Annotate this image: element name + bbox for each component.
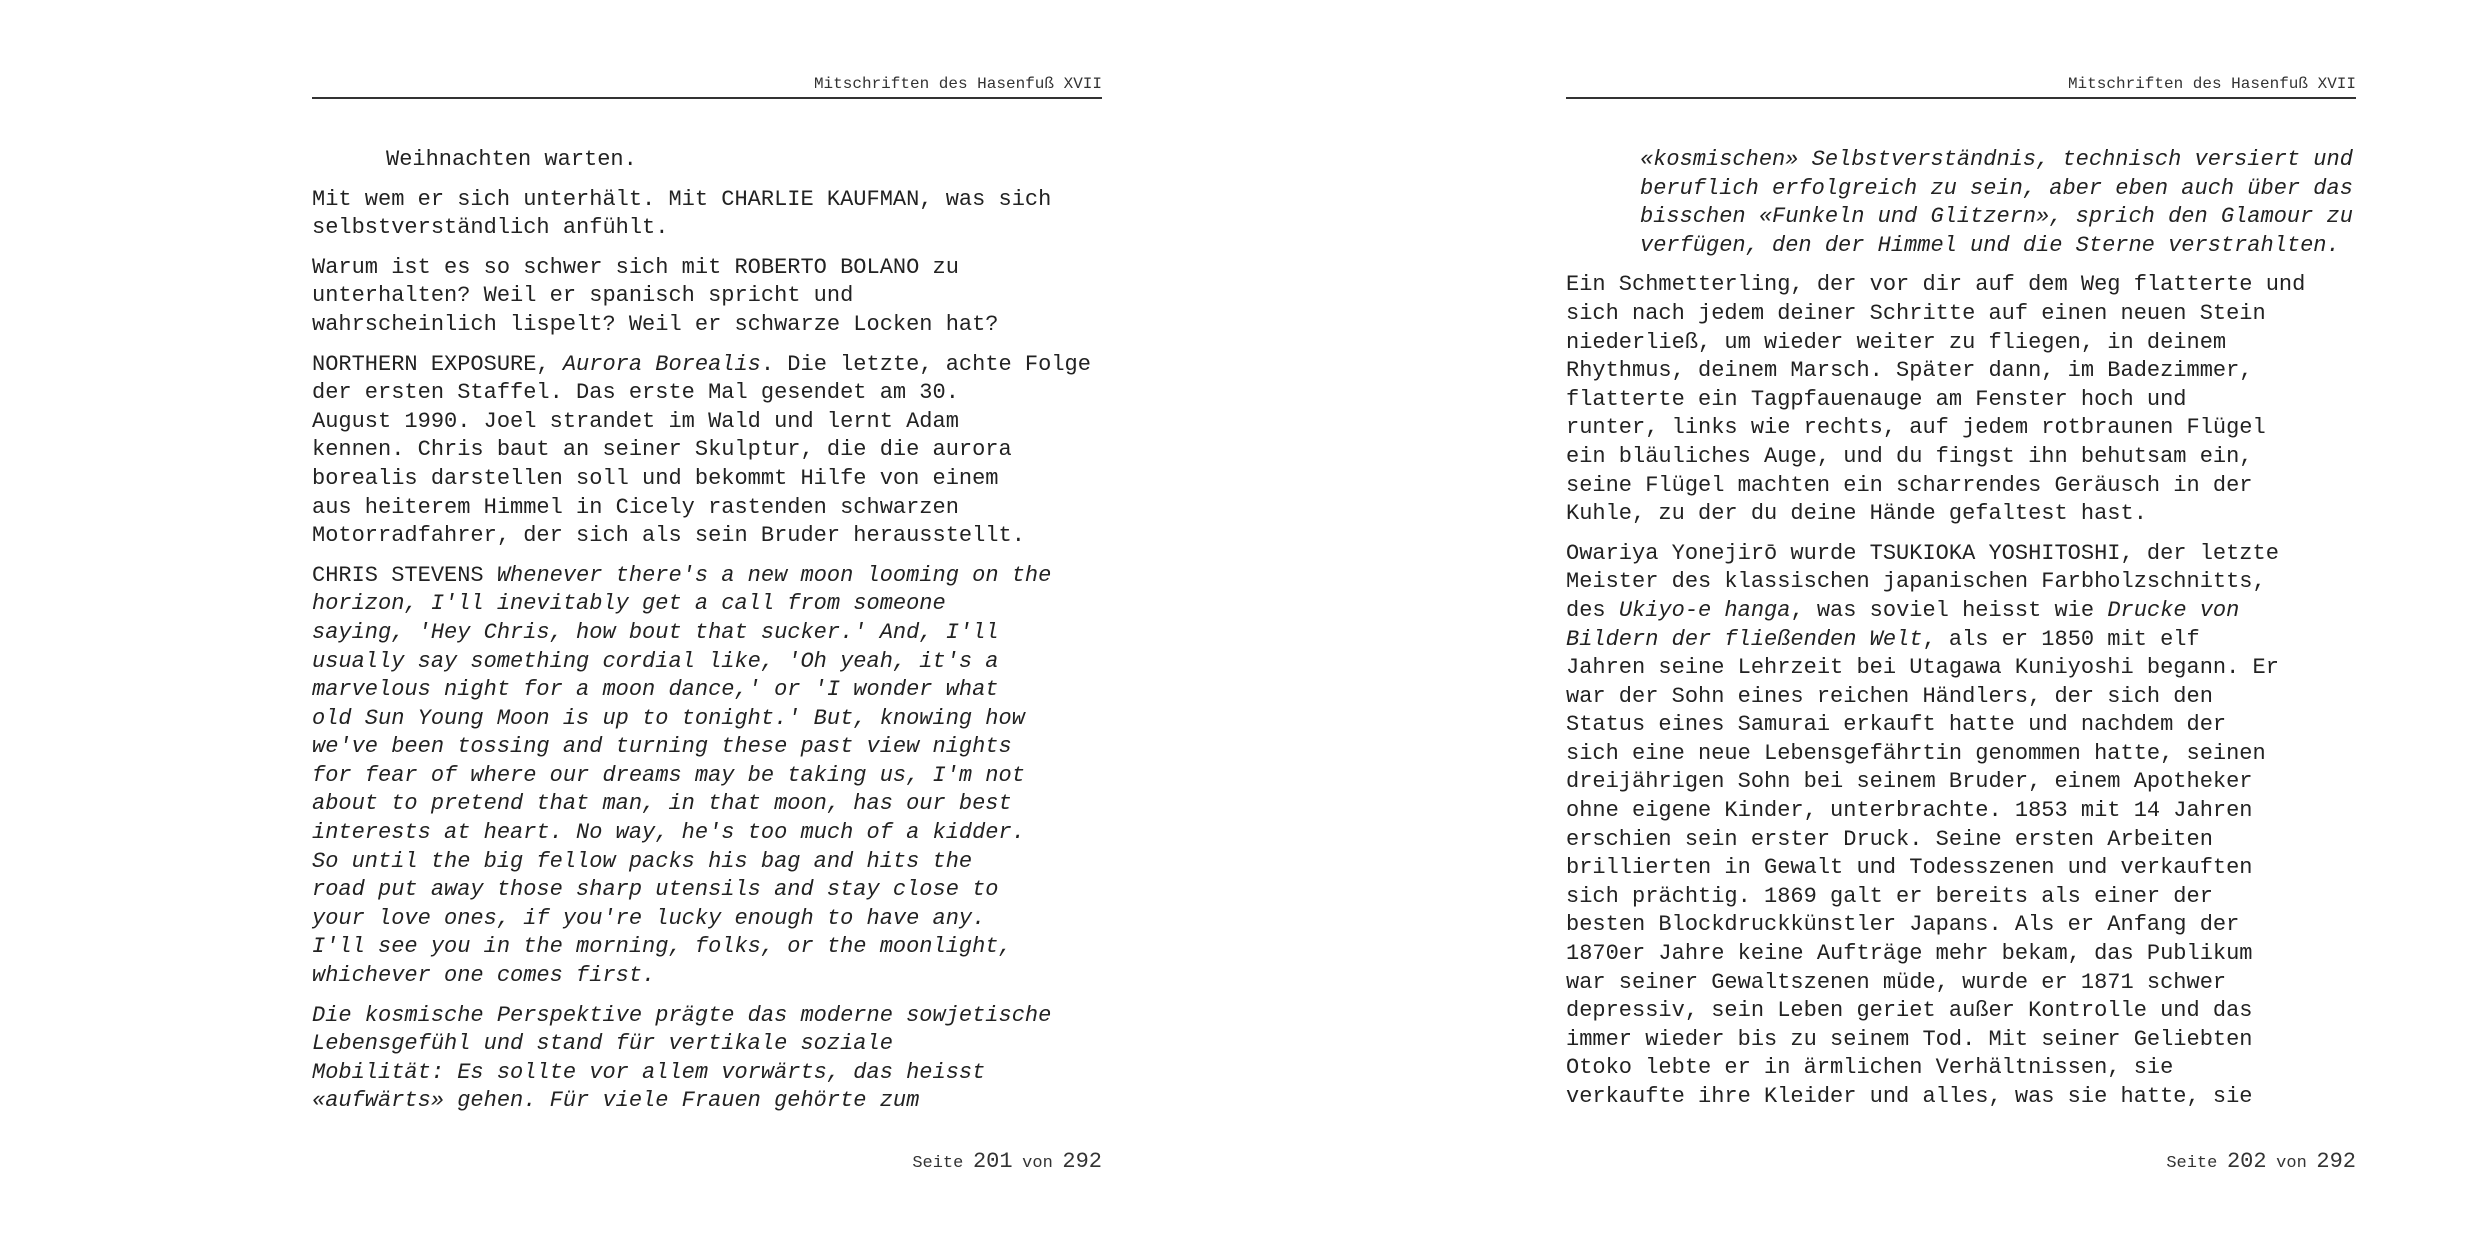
italic-text-run: bisschen «Funkeln und Glitzern», sprich den Glamour zu — [1640, 204, 2353, 230]
text-line — [312, 876, 1102, 905]
text-line — [312, 351, 1102, 380]
text-line — [1566, 654, 2356, 683]
text-run: ohne eigene Kinder, unterbrachte. 1853 mit 14 Jahren — [1566, 798, 2253, 824]
text-line — [1566, 414, 2356, 443]
text-run: Mit wem er sich unterhält. Mit CHARLIE KAUFMAN, was sich — [312, 186, 1052, 212]
italic-text-run: Mobilität: Es sollte vor allem vorwärts, das heisst — [312, 1059, 986, 1085]
italic-text-run: So until the big fellow packs his bag and hits the — [312, 848, 973, 874]
paragraph — [312, 146, 1102, 175]
paragraph — [312, 186, 1102, 243]
text-line — [312, 733, 1102, 762]
text-line — [1566, 443, 2356, 472]
text-line — [1566, 386, 2356, 415]
text-run: wahrscheinlich lispelt? Weil er schwarze Locken hat? — [312, 311, 999, 337]
paragraph — [312, 254, 1102, 340]
italic-text-run: old Sun Young Moon is up to tonight.' But, knowing how — [312, 705, 1025, 731]
text-run: aus heiterem Himmel in Cicely rastenden schwarzen — [312, 494, 959, 520]
text-line — [1566, 683, 2356, 712]
italic-text-run: «kosmischen» Selbstverständnis, technisch versiert und — [1640, 147, 2353, 172]
page-number: 202 — [2226, 1149, 2267, 1174]
text-line — [386, 146, 1102, 175]
italic-text-run: verfügen, den der Himmel und die Sterne verstrahlten. — [1640, 232, 2340, 258]
page-number: 201 — [972, 1149, 1013, 1174]
text-line — [312, 790, 1102, 819]
text-run: NORTHERN EXPOSURE, — [312, 351, 563, 377]
text-run: sich nach jedem deiner Schritte auf einen neuen Stein — [1566, 300, 2266, 326]
italic-text-run: horizon, I'll inevitably get a call from someone — [312, 591, 946, 617]
text-run: verkaufte ihre Kleider und alles, was sie hatte, sie — [1566, 1084, 2253, 1109]
text-line — [1566, 300, 2356, 329]
text-line — [1566, 883, 2356, 912]
text-line — [312, 562, 1102, 591]
text-line — [1640, 146, 2356, 175]
page-total: 292 — [2316, 1149, 2356, 1174]
text-line — [1566, 911, 2356, 940]
text-line — [1566, 1054, 2356, 1083]
text-run: 1870er Jahre keine Aufträge mehr bekam, das Publikum — [1566, 941, 2253, 967]
italic-text-run: your love ones, if you're lucky enough to have any. — [312, 905, 986, 931]
text-line — [312, 905, 1102, 934]
italic-text-run: interests at heart. No way, he's too much of a kidder. — [312, 820, 1025, 846]
text-run: erschien sein erster Druck. Seine ersten Arbeiten — [1566, 826, 2213, 852]
text-run: Warum ist es so schwer sich mit ROBERTO BOLANO zu — [312, 254, 959, 280]
text-run: depressiv, sein Leben geriet außer Kontrolle und das — [1566, 998, 2253, 1024]
text-line — [312, 676, 1102, 705]
page-footer — [1566, 1148, 2356, 1178]
running-head: Mitschriften des Hasenfuß XVII — [2067, 75, 2356, 93]
text-run: ein bläuliches Auge, und du fingst ihn behutsam ein, — [1566, 443, 2253, 469]
text-line — [1566, 540, 2356, 569]
text-line — [1566, 997, 2356, 1026]
text-line — [312, 648, 1102, 677]
text-line — [312, 762, 1102, 791]
header-rule — [1566, 97, 2356, 99]
italic-text-run: usually say something cordial like, 'Oh yeah, it's a — [312, 648, 999, 674]
text-line — [1566, 597, 2356, 626]
text-run: war der Sohn eines reichen Händlers, der sich den — [1566, 683, 2213, 709]
text-line — [312, 933, 1102, 962]
text-line — [312, 962, 1102, 991]
page-of-label: von — [2276, 1154, 2307, 1173]
page-footer — [312, 1148, 1102, 1178]
page-body — [312, 146, 1102, 1127]
text-line — [312, 311, 1102, 340]
text-line — [1566, 271, 2356, 300]
italic-text-run: beruflich erfolgreich zu sein, aber eben auch über das — [1640, 175, 2353, 201]
paragraph — [1566, 146, 2356, 260]
paragraph — [312, 1002, 1102, 1116]
italic-text-run: road put away those sharp utensils and stay close to — [312, 877, 999, 903]
page-body — [1566, 146, 2356, 1123]
text-line — [1566, 329, 2356, 358]
text-line — [312, 705, 1102, 734]
text-line — [1566, 472, 2356, 501]
paragraph — [1566, 271, 2356, 528]
text-run: Jahren seine Lehrzeit bei Utagawa Kuniyoshi begann. Er — [1566, 655, 2279, 681]
text-run: sich eine neue Lebensgefährtin genommen hatte, seinen — [1566, 740, 2266, 766]
text-line — [312, 1059, 1102, 1088]
text-line — [312, 465, 1102, 494]
text-line — [1566, 1026, 2356, 1055]
italic-text-run: Die kosmische Perspektive prägte das moderne sowjetische — [312, 1002, 1052, 1028]
text-run: CHRIS STEVENS — [312, 562, 497, 588]
text-run: dreijährigen Sohn bei seinem Bruder, einem Apotheker — [1566, 769, 2253, 795]
text-line — [1566, 940, 2356, 969]
text-run: . Die letzte, achte Folge — [760, 351, 1091, 377]
header-rule — [312, 97, 1102, 99]
text-run: des — [1566, 597, 1619, 623]
paragraph — [312, 562, 1102, 991]
text-run: unterhalten? Weil er spanisch spricht und — [312, 283, 854, 309]
text-line — [312, 1087, 1102, 1116]
text-run: flatterte ein Tagpfauenauge am Fenster hoch und — [1566, 386, 2187, 412]
page-label: Seite — [2166, 1154, 2218, 1173]
italic-text-run: Ukiyo-e hanga — [1618, 597, 1791, 623]
text-run: August 1990. Joel strandet im Wald und lernt Adam — [312, 408, 959, 434]
text-line — [312, 1030, 1102, 1059]
text-line — [1566, 711, 2356, 740]
text-run: , was soviel heisst wie — [1790, 597, 2108, 623]
text-run: war seiner Gewaltszenen müde, wurde er 1871 schwer — [1566, 969, 2227, 995]
italic-text-run: saying, 'Hey Chris, how bout that sucker.' And, I'll — [312, 619, 999, 645]
text-run: der ersten Staffel. Das erste Mal gesendet am 30. — [312, 380, 959, 406]
left-page — [312, 0, 1102, 1240]
text-line — [312, 436, 1102, 465]
text-run: Motorradfahrer, der sich als sein Bruder herausstellt. — [312, 523, 1025, 549]
running-head: Mitschriften des Hasenfuß XVII — [813, 75, 1102, 93]
text-line — [312, 282, 1102, 311]
text-line — [1640, 175, 2356, 204]
text-line — [312, 379, 1102, 408]
text-run: borealis darstellen soll und bekommt Hilfe von einem — [312, 465, 999, 491]
italic-text-run: Drucke von — [2107, 597, 2240, 623]
text-run: kennen. Chris baut an seiner Skulptur, die die aurora — [312, 437, 1012, 463]
text-run: immer wieder bis zu seinem Tod. Mit seiner Geliebten — [1566, 1026, 2253, 1052]
text-run: selbstverständlich anfühlt. — [312, 215, 669, 241]
text-line — [1566, 969, 2356, 998]
text-run: niederließ, um wieder weiter zu fliegen, in deinem — [1566, 329, 2227, 355]
text-run: , als er 1850 mit elf — [1922, 626, 2200, 652]
text-line — [1640, 203, 2356, 232]
italic-text-run: about to pretend that man, in that moon, has our best — [312, 791, 1012, 817]
text-line — [1566, 797, 2356, 826]
text-line — [1566, 854, 2356, 883]
text-line — [312, 408, 1102, 437]
text-run: Otoko lebte er in ärmlichen Verhältnissen, sie — [1566, 1055, 2174, 1081]
page-total: 292 — [1062, 1149, 1102, 1174]
italic-text-run: Aurora Borealis — [562, 351, 761, 377]
italic-text-run: Bildern der fließenden Welt — [1566, 626, 1923, 652]
italic-text-run: marvelous night for a moon dance,' or 'I wonder what — [312, 677, 999, 703]
text-line — [312, 819, 1102, 848]
italic-text-run: for fear of where our dreams may be taking us, I'm not — [312, 762, 1025, 788]
text-run: brillierten in Gewalt und Todesszenen und verkauften — [1566, 855, 2253, 881]
text-line — [1566, 626, 2356, 655]
text-line — [1566, 768, 2356, 797]
right-page — [1566, 0, 2356, 1240]
italic-text-run: «aufwärts» gehen. Für viele Frauen gehörte zum — [312, 1088, 920, 1114]
text-run: Kuhle, zu der du deine Hände gefaltest hast. — [1566, 501, 2147, 527]
text-line — [312, 1002, 1102, 1031]
italic-text-run: we've been tossing and turning these past view nights — [312, 734, 1012, 760]
italic-text-run: whichever one comes first. — [312, 963, 656, 989]
text-run: seine Flügel machten ein scharrendes Geräusch in der — [1566, 472, 2253, 498]
text-line — [1566, 500, 2356, 529]
page-label: Seite — [912, 1154, 964, 1173]
text-line — [312, 590, 1102, 619]
paragraph — [312, 351, 1102, 551]
text-line — [312, 619, 1102, 648]
text-run: sich prächtig. 1869 galt er bereits als einer der — [1566, 883, 2213, 909]
text-run: besten Blockdruckkünstler Japans. Als er Anfang der — [1566, 912, 2240, 938]
text-run: Ein Schmetterling, der vor dir auf dem Weg flatterte und — [1566, 272, 2306, 298]
page-of-label: von — [1022, 1154, 1053, 1173]
text-run: runter, links wie rechts, auf jedem rotbraunen Flügel — [1566, 415, 2266, 441]
text-run: Weihnachten warten. — [386, 147, 637, 172]
text-run: Owariya Yonejirō wurde TSUKIOKA YOSHITOSHI, der letzte — [1566, 540, 2279, 566]
text-line — [1566, 1083, 2356, 1112]
italic-text-run: Whenever there's a new moon looming on the — [496, 562, 1052, 588]
text-line — [1566, 357, 2356, 386]
text-line — [312, 214, 1102, 243]
text-run: Meister des klassischen japanischen Farbholzschnitts, — [1566, 569, 2266, 595]
text-line — [1566, 740, 2356, 769]
text-line — [312, 522, 1102, 551]
text-run: Rhythmus, deinem Marsch. Später dann, im Badezimmer, — [1566, 358, 2253, 384]
text-line — [1566, 568, 2356, 597]
text-line — [1566, 826, 2356, 855]
text-run: Status eines Samurai erkauft hatte und nachdem der — [1566, 712, 2227, 738]
text-line — [312, 186, 1102, 215]
text-line — [312, 494, 1102, 523]
text-line — [1640, 232, 2356, 261]
italic-text-run: Lebensgefühl und stand für vertikale soziale — [312, 1031, 893, 1057]
paragraph — [1566, 540, 2356, 1112]
italic-text-run: I'll see you in the morning, folks, or the moonlight, — [312, 934, 1012, 960]
text-line — [312, 848, 1102, 877]
text-line — [312, 254, 1102, 283]
